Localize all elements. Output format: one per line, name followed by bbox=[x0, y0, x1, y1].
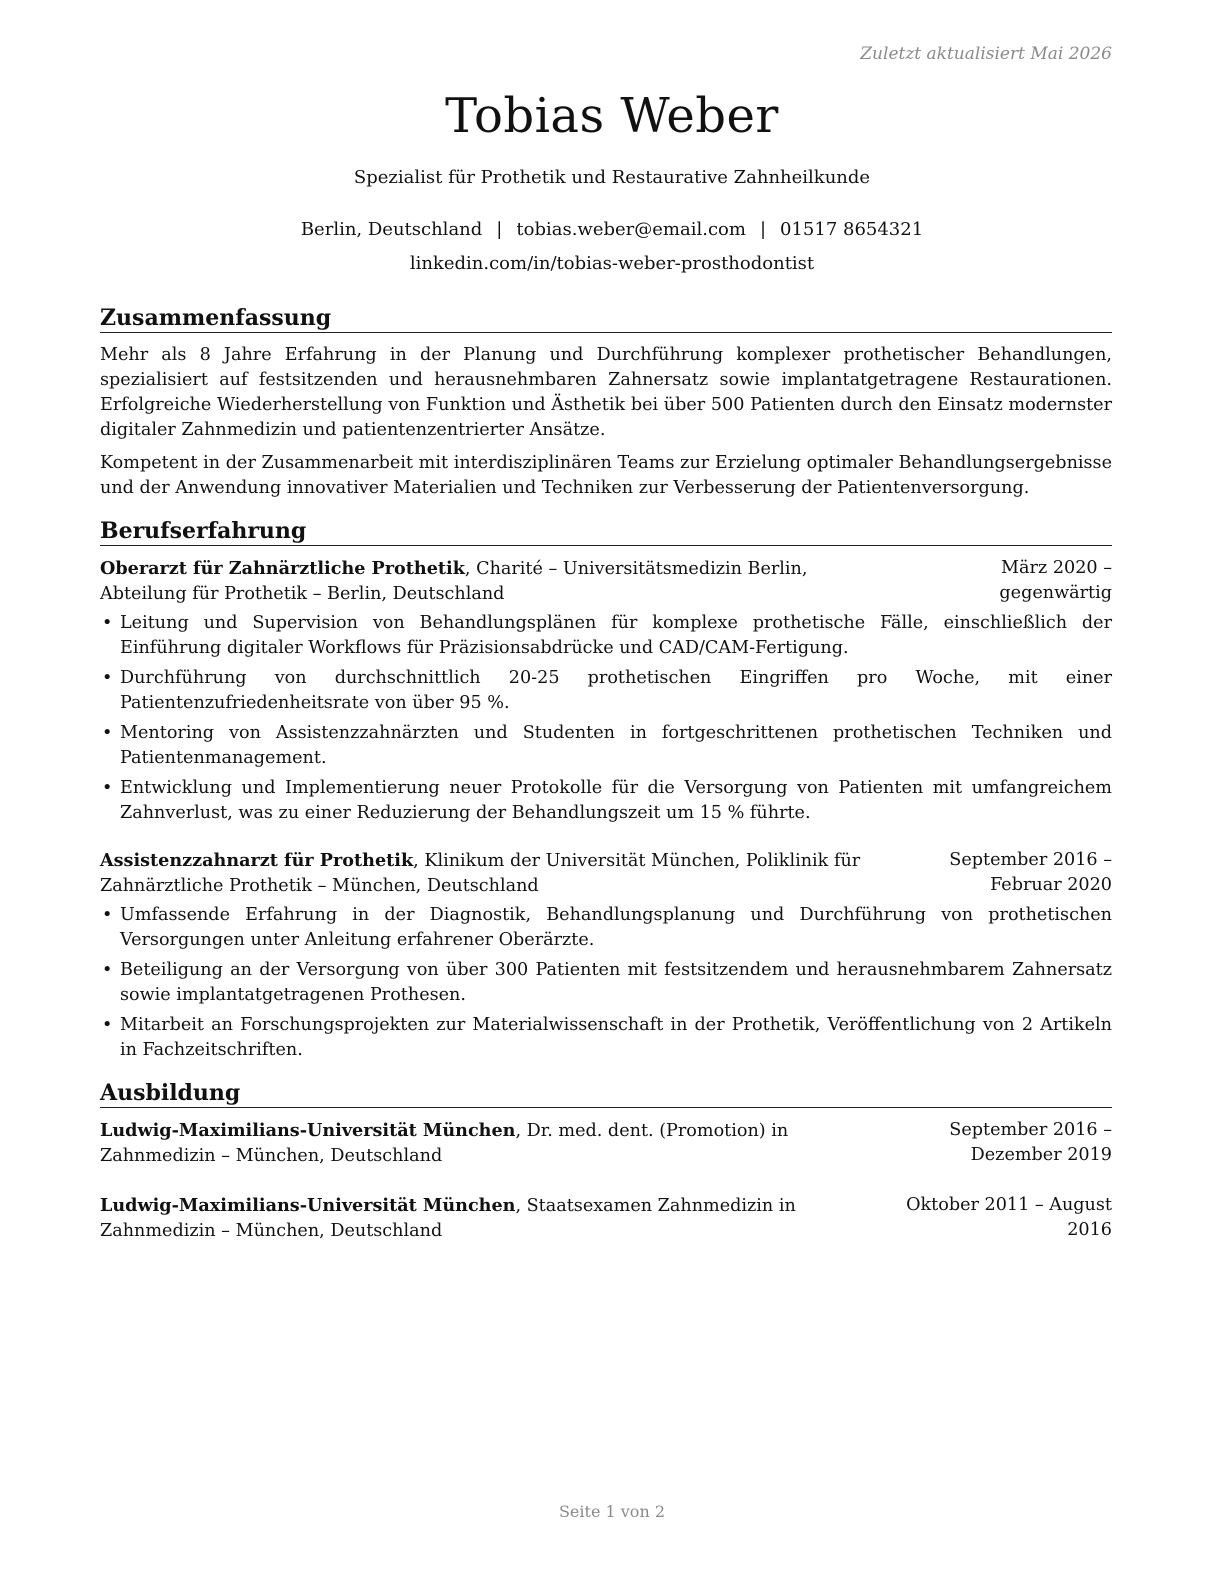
last-updated-note: Zuletzt aktualisiert Mai 2026 bbox=[860, 44, 1112, 64]
job-role: Assistenzzahnarzt für Prothetik bbox=[100, 850, 414, 871]
education-detail: , Dr. med. dent. (Promotion) in Zahnmedizin – München, Deutschland bbox=[100, 1121, 789, 1166]
phone-number: 01517 8654321 bbox=[780, 219, 924, 240]
resume-body bbox=[100, 304, 1112, 1268]
job-entry bbox=[100, 556, 1112, 826]
job-title-line bbox=[100, 556, 874, 607]
section-title-education: Ausbildung bbox=[100, 1079, 1112, 1108]
email-link[interactable]: tobias.weber@email.com bbox=[516, 219, 746, 240]
job-entry bbox=[100, 848, 1112, 1063]
job-header bbox=[100, 848, 1112, 899]
summary-paragraph: Mehr als 8 Jahre Erfahrung in der Planung und Durchführung komplexer prothetischer Behandlungen, spezialisiert auf festsitzenden und herausnehmbaren Zahnersatz sowie implantatgetragene Restaurationen. Erfolgreiche Wiederherstellung von Funktion und Ästhetik bei über 500 Patienten durch den Einsatz modernster digitaler Zahnmedizin und patientenzentrierter Ansätze. bbox=[100, 345, 1112, 440]
list-item: • Mitarbeit an Forschungsprojekten zur Materialwissenschaft in der Prothetik, Veröffentlichung von 2 Artikeln in Fachzeitschriften. bbox=[100, 1013, 1112, 1063]
education-school: Ludwig-Maximilians-Universität München bbox=[100, 1195, 516, 1216]
candidate-subtitle: Spezialist für Prothetik und Restaurative Zahnheilkunde bbox=[353, 167, 871, 188]
education-entry bbox=[100, 1193, 1112, 1244]
list-item: • Durchführung von durchschnittlich 20-25 prothetischen Eingriffen pro Woche, mit einer Patientenzufriedenheitsrate von über 95 %. bbox=[100, 666, 1112, 716]
education-school: Ludwig-Maximilians-Universität München bbox=[100, 1120, 516, 1141]
job-dates: März 2020 – gegenwärtig bbox=[999, 558, 1112, 603]
education-dates: September 2016 – Dezember 2019 bbox=[949, 1120, 1112, 1165]
candidate-name: Tobias Weber bbox=[445, 88, 779, 144]
education-title-line bbox=[100, 1193, 864, 1244]
education-entry bbox=[100, 1118, 1112, 1169]
separator: | bbox=[759, 219, 767, 240]
list-item: • Beteiligung an der Versorgung von über 300 Patienten mit festsitzendem und herausnehmbarem Zahnersatz sowie implantatgetragenen Prothesen. bbox=[100, 958, 1112, 1008]
contact-line bbox=[0, 219, 1224, 240]
job-header bbox=[100, 556, 1112, 607]
job-organization: , Charité – Universitätsmedizin Berlin, Abteilung für Prothetik – Berlin, Deutschland bbox=[100, 559, 808, 604]
section-title-summary: Zusammenfassung bbox=[100, 304, 1112, 333]
summary-paragraph: Kompetent in der Zusammenarbeit mit interdisziplinären Teams zur Erzielung optimaler Behandlungsergebnisse und der Anwendung innovativer Materialien und Techniken zur Verbesserung der Patientenversorgung. bbox=[100, 453, 1112, 498]
separator: | bbox=[496, 219, 503, 240]
location: Berlin, Deutschland bbox=[300, 219, 483, 240]
job-dates: September 2016 – Februar 2020 bbox=[949, 850, 1112, 895]
job-role: Oberarzt für Zahnärztliche Prothetik bbox=[100, 558, 465, 579]
section-title-experience: Berufserfahrung bbox=[100, 517, 1112, 546]
list-item: • Entwicklung und Implementierung neuer Protokolle für die Versorgung von Patienten mit umfangreichem Zahnverlust, was zu einer Reduzierung der Behandlungszeit um 15 % führte. bbox=[100, 776, 1112, 826]
list-item: • Leitung und Supervision von Behandlungsplänen für komplexe prothetische Fälle, einschließlich der Einführung digitaler Workflows für Präzisionsabdrücke und CAD/CAM-Fertigung. bbox=[100, 611, 1112, 661]
linkedin-link[interactable]: linkedin.com/in/tobias-weber-prosthodontist bbox=[409, 253, 815, 274]
job-bullets bbox=[100, 903, 1112, 1063]
education-dates: Oktober 2011 – August 2016 bbox=[906, 1195, 1112, 1240]
job-organization: , Klinikum der Universität München, Poliklinik für Zahnärztliche Prothetik – München, Deutschland bbox=[100, 851, 861, 896]
education-title-line bbox=[100, 1118, 864, 1169]
page-number: Seite 1 von 2 bbox=[558, 1502, 666, 1521]
list-item: • Mentoring von Assistenzzahnärzten und Studenten in fortgeschrittenen prothetischen Techniken und Patientenmanagement. bbox=[100, 721, 1112, 771]
job-bullets bbox=[100, 611, 1112, 826]
education-detail: , Staatsexamen Zahnmedizin in Zahnmedizin – München, Deutschland bbox=[100, 1196, 796, 1241]
job-title-line bbox=[100, 848, 874, 899]
list-item: • Umfassende Erfahrung in der Diagnostik, Behandlungsplanung und Durchführung von prothetischen Versorgungen unter Anleitung erfahrener Oberärzte. bbox=[100, 903, 1112, 953]
